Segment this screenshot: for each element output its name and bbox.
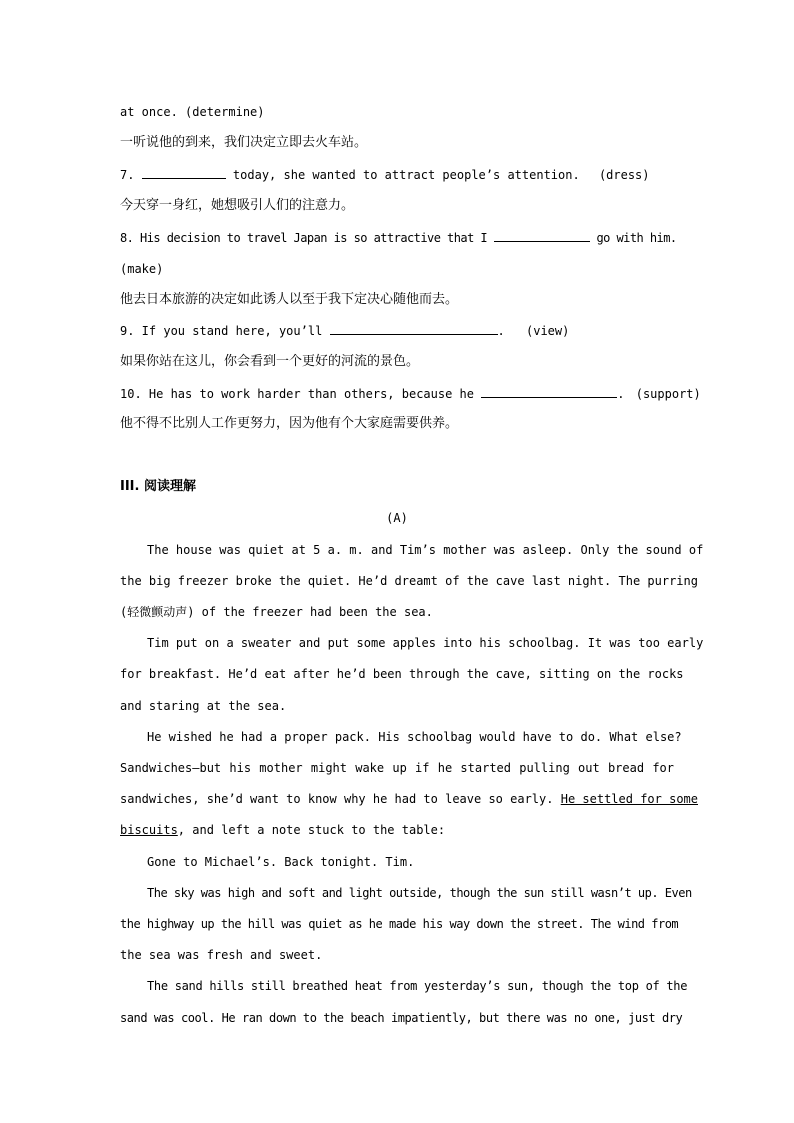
question-10 (120, 386, 701, 402)
question-8 (120, 230, 677, 246)
section-heading: III. 阅读理解 (120, 479, 196, 494)
passage-line: the highway up the hill was quiet as he made his way down the street. The wind from (120, 917, 679, 931)
passage-line: The sand hills still breathed heat from yesterday’s sun, though the top of the (147, 979, 688, 993)
exercise-translation: 一听说他的到来，我们决定立即去火车站。 (120, 135, 368, 150)
passage-line: the big freezer broke the quiet. He’d dreamt of the cave last night. The purring (120, 574, 698, 588)
passage-line (120, 791, 698, 807)
question-text: 9. If you stand here, you’ll (120, 324, 323, 338)
exercise-line: at once. (determine) (120, 105, 265, 119)
underlined-phrase: biscuits (120, 823, 178, 837)
question-number: 7. (120, 168, 135, 182)
passage-note: Gone to Michael’s. Back tonight. Tim. (147, 855, 415, 869)
passage-line: He wished he had a proper pack. His schoolbag would have to do. What else? (147, 730, 682, 744)
question-text-after: go with him. (596, 231, 677, 245)
question-7 (120, 167, 650, 183)
answer-blank[interactable] (142, 167, 226, 179)
question-9 (120, 323, 569, 339)
passage-text: sandwiches, she’d want to know why he had to leave so early. (120, 792, 554, 806)
underlined-phrase: He settled for some (560, 792, 698, 806)
answer-blank[interactable] (481, 386, 617, 398)
passage-line (120, 822, 445, 838)
question-hint: (view) (526, 324, 570, 338)
exercise-translation: 他不得不比别人工作更努力，因为他有个大家庭需要供养。 (120, 416, 459, 431)
passage-line: The house was quiet at 5 a. m. and Tim’s mother was asleep. Only the sound of (147, 543, 704, 557)
passage-label: (A) (386, 511, 408, 525)
question-text: today, she wanted to attract people’s attention. (232, 168, 580, 182)
exercise-translation: 他去日本旅游的决定如此诱人以至于我下定决心随他而去。 (120, 292, 459, 307)
passage-line: (轻微颤动声) of the freezer had been the sea. (120, 605, 433, 619)
exercise-translation: 今天穿一身红，她想吸引人们的注意力。 (120, 198, 355, 213)
question-hint: (dress) (598, 168, 650, 182)
passage-line: The sky was high and soft and light outside, though the sun still wasn’t up. Even (147, 886, 692, 900)
passage-line: and staring at the sea. (120, 699, 287, 713)
answer-blank[interactable] (494, 230, 590, 242)
question-text: 10. He has to work harder than others, because he (120, 387, 475, 401)
passage-line: Sandwiches—but his mother might wake up if he started pulling out bread for (120, 761, 674, 775)
answer-blank[interactable] (330, 323, 498, 335)
passage-line: sand was cool. He ran down to the beach impatiently, but there was no one, just dry (120, 1011, 683, 1025)
passage-line: the sea was fresh and sweet. (120, 948, 323, 962)
question-hint: (support) (635, 387, 701, 401)
question-text-after: . (497, 324, 505, 338)
question-text-after: . (617, 387, 625, 401)
passage-line: Tim put on a sweater and put some apples into his schoolbag. It was too early (147, 636, 704, 650)
passage-text: , and left a note stuck to the table: (177, 823, 446, 837)
question-text: 8. His decision to travel Japan is so attractive that I (120, 231, 488, 245)
passage-line: for breakfast. He’d eat after he’d been through the cave, sitting on the rocks (120, 667, 684, 681)
question-hint: (make) (120, 262, 164, 276)
exercise-translation: 如果你站在这儿，你会看到一个更好的河流的景色。 (120, 354, 420, 369)
